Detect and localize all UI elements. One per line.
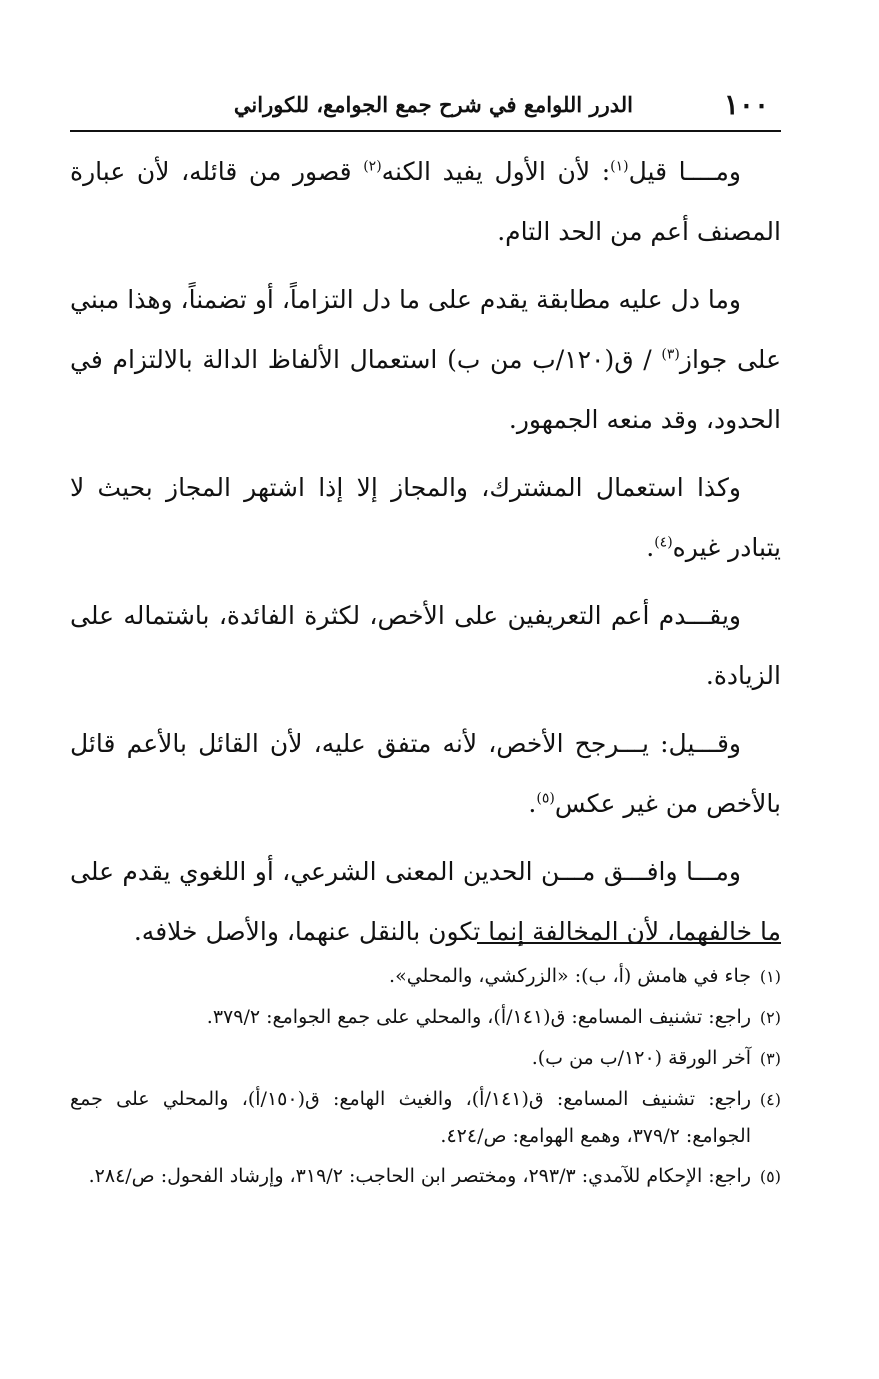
footnote-number: (٣) <box>759 1049 781 1068</box>
page-header <box>70 86 781 132</box>
paragraph-text: قصور من قائله، لأن عبارة المصنف أعم من الحد التام. <box>70 157 781 246</box>
footnote-marker: (٤) <box>654 534 673 551</box>
paragraph-text: وكذا استعمال المشترك، والمجاز إلا إذا اشتهر المجاز بحيث لا يتبادر غيره <box>70 473 781 562</box>
footnote-marker: (٢) <box>363 158 382 175</box>
paragraph <box>70 586 781 706</box>
footnotes <box>70 958 781 1199</box>
footnote-number: (٤) <box>759 1090 781 1109</box>
paragraph-text: . <box>528 789 537 818</box>
footnote <box>70 1081 781 1154</box>
paragraph <box>70 842 781 962</box>
footnote-marker: (٥) <box>536 790 555 807</box>
footnote-text: راجع: تشنيف المسامع: ق(١٤١/أ)، والغيث الهامع: ق(١٥٠/أ)، والمحلي على جمع الجوامع: ٣٧٩/٢، وهمع الهوامع: ص/٤٢٤. <box>70 1088 751 1147</box>
footnote-marker: (١) <box>610 158 629 175</box>
footnote <box>70 1040 781 1077</box>
footnote-text: آخر الورقة (١٢٠/ب من ب). <box>531 1047 751 1069</box>
paragraph <box>70 142 781 262</box>
paragraph <box>70 270 781 450</box>
footnote-text: راجع: تشنيف المسامع: ق(١٤١/أ)، والمحلي على جمع الجوامع: ٣٧٩/٢. <box>206 1006 751 1028</box>
paragraph <box>70 714 781 834</box>
footnote <box>70 958 781 995</box>
footnote-text: راجع: الإحكام للآمدي: ٢٩٣/٣، ومختصر ابن الحاجب: ٣١٩/٢، وإرشاد الفحول: ص/٢٨٤. <box>88 1165 751 1187</box>
footnote-number: (٥) <box>759 1167 781 1186</box>
footnote <box>70 1158 781 1195</box>
body-text <box>70 142 781 970</box>
paragraph-text: وما دل عليه مطابقة يقدم على ما دل التزاماً، أو تضمناً، وهذا مبني على جواز <box>70 285 781 374</box>
footnote-number: (٢) <box>759 1008 781 1027</box>
footnote-divider <box>477 942 781 944</box>
footnote-text: جاء في هامش (أ، ب): «الزركشي، والمحلي». <box>389 965 751 987</box>
paragraph-text: وقـــيل: يـــرجح الأخص، لأنه متفق عليه، لأن القائل بالأعم قائل بالأخص من غير عكس <box>70 729 781 818</box>
paragraph-text: . <box>646 533 655 562</box>
footnote-number: (١) <box>759 967 781 986</box>
footnote-marker: (٣) <box>661 346 680 363</box>
footnote <box>70 999 781 1036</box>
paragraph-text: : لأن الأول يفيد الكنه <box>381 157 611 186</box>
paragraph-text: / ق(١٢٠/ب من ب) استعمال الألفاظ الدالة بالالتزام في الحدود، وقد منعه الجمهور. <box>70 345 781 434</box>
paragraph-text: ومــــا قيل <box>628 157 741 186</box>
paragraph <box>70 458 781 578</box>
paragraph-text: ويقـــدم أعم التعريفين على الأخص، لكثرة الفائدة، باشتماله على الزيادة. <box>70 601 781 690</box>
page-number: ١٠٠ <box>723 88 769 121</box>
running-title: الدرر اللوامع في شرح جمع الجوامع، للكوراني <box>233 92 633 117</box>
paragraph-text: ومـــا وافـــق مـــن الحدين المعنى الشرعي، أو اللغوي يقدم على ما خالفهما، لأن المخالفة إنما تكون بالنقل عنهما، والأصل خلافه. <box>70 857 781 946</box>
